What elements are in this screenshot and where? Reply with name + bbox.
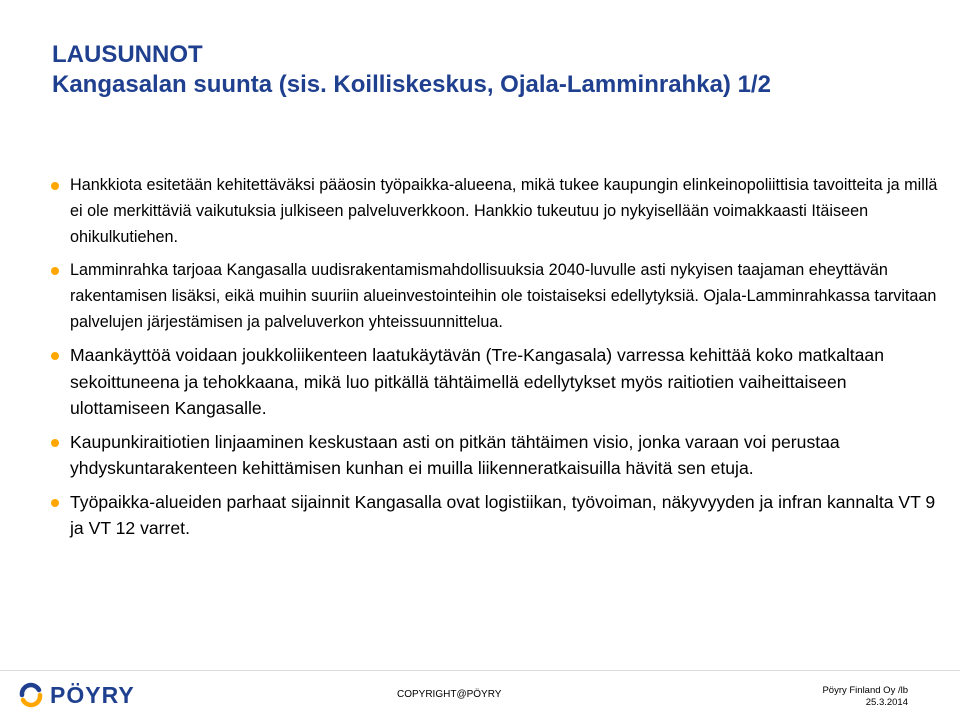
footer-date: 25.3.2014 xyxy=(865,697,908,708)
bullet-item xyxy=(48,429,938,482)
bullet-item xyxy=(48,257,938,335)
slide-title xyxy=(52,40,771,100)
copyright-text: COPYRIGHT@PÖYRY xyxy=(397,689,502,700)
title-line-1: LAUSUNNOT xyxy=(52,41,203,68)
bullet-item xyxy=(48,489,938,542)
poyry-logo-mark-icon xyxy=(18,682,44,708)
bullet-text: Kaupunkiraitiotien linjaaminen keskustaan asti on pitkän tähtäimen visio, jonka varaan voi perustaa yhdyskuntarakenteen kehittämisen kunhan ei muilla liikenneratkaisuilla hävitä sen etuja. xyxy=(70,431,840,478)
bullet-dot-icon xyxy=(51,267,59,275)
footer-company-info xyxy=(822,685,908,709)
bullet-dot-icon xyxy=(51,352,59,360)
bullet-dot-icon xyxy=(51,182,59,190)
bullet-dot-icon xyxy=(51,499,59,507)
bullet-item xyxy=(48,172,938,250)
bullet-text: Työpaikka-alueiden parhaat sijainnit Kangasalla ovat logistiikan, työvoiman, näkyvyyden ja infran kannalta VT 9 ja VT 12 varret. xyxy=(70,491,936,538)
poyry-logo xyxy=(18,681,135,709)
logo-wordmark: PÖYRY xyxy=(50,681,135,708)
bullet-item xyxy=(48,342,938,422)
bullet-list xyxy=(48,172,938,549)
bullet-text: Hankkiota esitetään kehitettäväksi pääosin työpaikka-alueena, mikä tukee kaupungin elinkeinopoliittisia tavoitteita ja millä ei ole merkittäviä vaikutuksia julkiseen palveluverkkoon. Hankkio tukeutuu jo nykyisellään voimakkaasti Itäiseen ohikulkutiehen. xyxy=(70,176,938,246)
bullet-dot-icon xyxy=(51,439,59,447)
company-name: Pöyry Finland Oy /lb xyxy=(822,685,908,696)
bullet-text: Lamminrahka tarjoaa Kangasalla uudisrakentamismahdollisuuksia 2040-luvulle asti nykyisen taajaman eheyttävän rakentamisen lisäksi, eikä muihin suuriin alueinvestointeihin ole toistaiseksi edellytyksiä. Ojala-Lamminrahkassa tarvitaan palvelujen järjestämisen ja palveluverkon yhteissuunnittelua. xyxy=(70,261,937,331)
footer-divider xyxy=(0,670,960,671)
bullet-text: Maankäyttöä voidaan joukkoliikenteen laatukäytävän (Tre-Kangasala) varressa kehittää koko matkaltaan sekoittuneena ja tehokkaana, mikä luo pitkällä tähtäimellä edellytykset myös raitiotien vaiheittaiseen ulottamiseen Kangasalle. xyxy=(70,345,885,418)
title-line-2: Kangasalan suunta (sis. Koilliskeskus, Ojala-Lamminrahka) 1/2 xyxy=(52,71,771,98)
